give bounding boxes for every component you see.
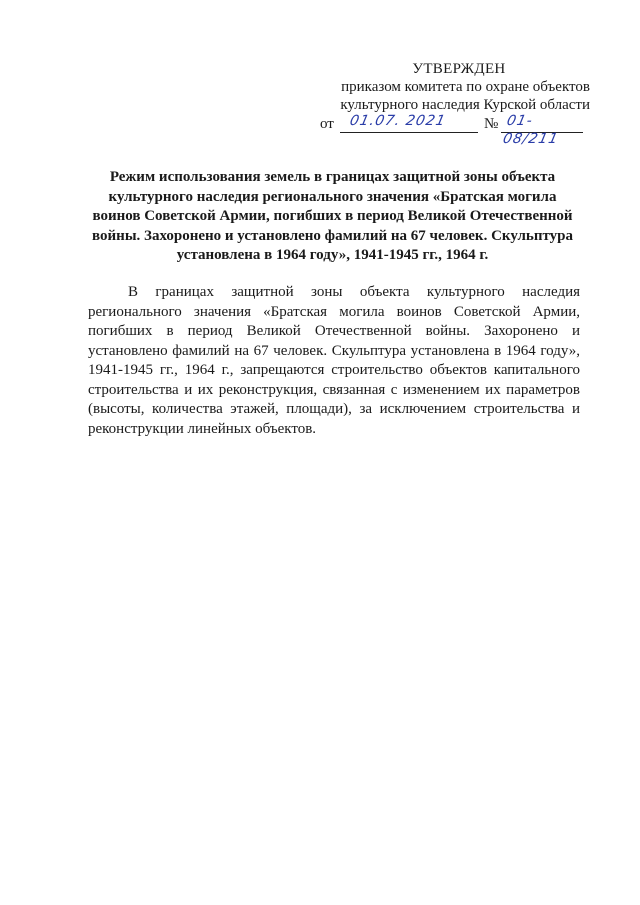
handwritten-date: 01.07. 2021 — [348, 113, 448, 129]
document-body-paragraph: В границах защитной зоны объекта культурного наследия регионального значения «Братская могила воинов Советской Армии, погибших в период Великой Отечественной войны. Захоронено и установлено фамилий на 67 человек. Скульптура установлена в 1964 году», 1941-1945 гг., 1964 г., запрещаются строительство объектов капитального строительства и их реконструкция, связанная с изменением их параметров (высоты, количества этажей, площади), за исключением строительства и реконструкции линейных объектов. — [88, 284, 580, 437]
approval-signature-line — [300, 113, 590, 147]
date-field — [340, 115, 478, 133]
approval-title: УТВЕРЖДЕН — [412, 61, 506, 77]
approval-block — [300, 60, 590, 147]
number-label: № — [484, 116, 499, 132]
approval-committee-line: культурного наследия Курской области — [340, 97, 590, 113]
handwritten-number: 01-08/211 — [501, 113, 561, 147]
approval-order-line: приказом комитета по охране объектов — [341, 79, 590, 95]
document-heading: Режим использования земель в границах защитной зоны объекта культурного наследия регионального значения «Братская могила воинов Советской Армии, погибших в период Великой Отечественной войны. Захоронено и установлено фамилий на 67 человек. Скульптура установлена в 1964 году», 1941-1945 гг., 1964 г. — [92, 169, 573, 263]
number-field — [501, 113, 583, 147]
date-label: от — [320, 116, 334, 132]
